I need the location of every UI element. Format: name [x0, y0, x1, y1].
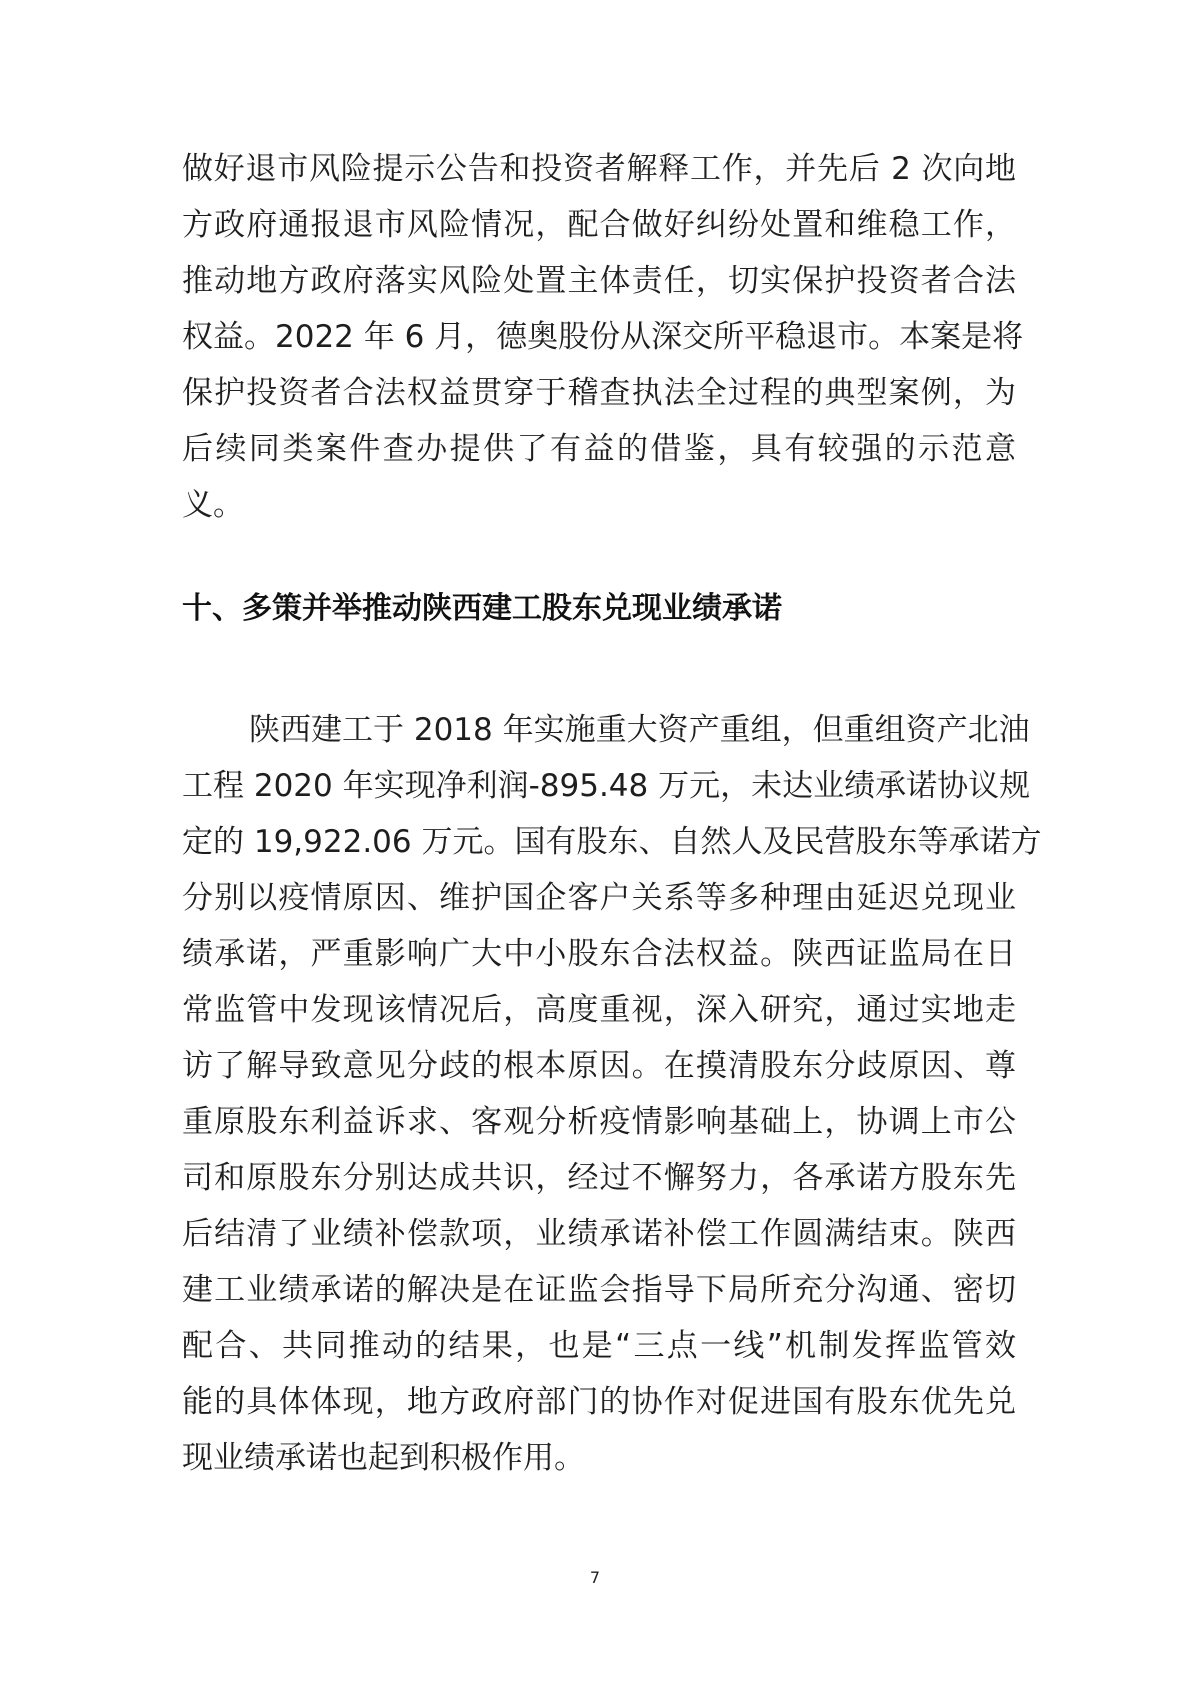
paragraph-line: 定的 19,922.06 万元。国有股东、自然人及民营股东等承诺方	[182, 824, 1042, 860]
paragraph-line: 司和原股东分别达成共识，经过不懈努力，各承诺方股东先	[182, 1160, 1016, 1196]
paragraph-line: 义。	[182, 487, 244, 523]
paragraph-line: 常监管中发现该情况后，高度重视，深入研究，通过实地走	[182, 992, 1016, 1028]
paragraph-line: 能的具体体现，地方政府部门的协作对促进国有股东优先兑	[182, 1384, 1016, 1420]
page-number: 7	[589, 1568, 601, 1587]
paragraph-line: 绩承诺，严重影响广大中小股东合法权益。陕西证监局在日	[182, 936, 1016, 972]
paragraph-line: 保护投资者合法权益贯穿于稽查执法全过程的典型案例，为	[182, 375, 1016, 411]
paragraph-line: 后续同类案件查办提供了有益的借鉴，具有较强的示范意	[182, 431, 1016, 467]
paragraph-line: 分别以疫情原因、维护国企客户关系等多种理由延迟兑现业	[182, 880, 1016, 916]
paragraph-line: 重原股东利益诉求、客观分析疫情影响基础上，协调上市公	[182, 1104, 1016, 1140]
paragraph-line: 方政府通报退市风险情况，配合做好纠纷处置和维稳工作，	[182, 207, 1016, 243]
paragraph-line: 做好退市风险提示公告和投资者解释工作，并先后 2 次向地	[182, 151, 1016, 187]
paragraph-line: 配合、共同推动的结果，也是“三点一线”机制发挥监管效	[182, 1328, 1016, 1364]
paragraph-line: 推动地方政府落实风险处置主体责任，切实保护投资者合法	[182, 263, 1016, 299]
section-heading: 十、多策并举推动陕西建工股东兑现业绩承诺	[182, 591, 782, 626]
paragraph-line: 现业绩承诺也起到积极作用。	[182, 1440, 585, 1476]
paragraph-line: 建工业绩承诺的解决是在证监会指导下局所充分沟通、密切	[182, 1272, 1016, 1308]
paragraph-line: 权益。2022 年 6 月，德奥股份从深交所平稳退市。本案是将	[182, 319, 1024, 355]
paragraph-line: 访了解导致意见分歧的根本原因。在摸清股东分歧原因、尊	[182, 1048, 1016, 1084]
paragraph-line: 陕西建工于 2018 年实施重大资产重组，但重组资产北油	[249, 712, 1030, 748]
paragraph-line: 后结清了业绩补偿款项，业绩承诺补偿工作圆满结束。陕西	[182, 1216, 1016, 1252]
paragraph-line: 工程 2020 年实现净利润-895.48 万元，未达业绩承诺协议规	[182, 768, 1031, 804]
